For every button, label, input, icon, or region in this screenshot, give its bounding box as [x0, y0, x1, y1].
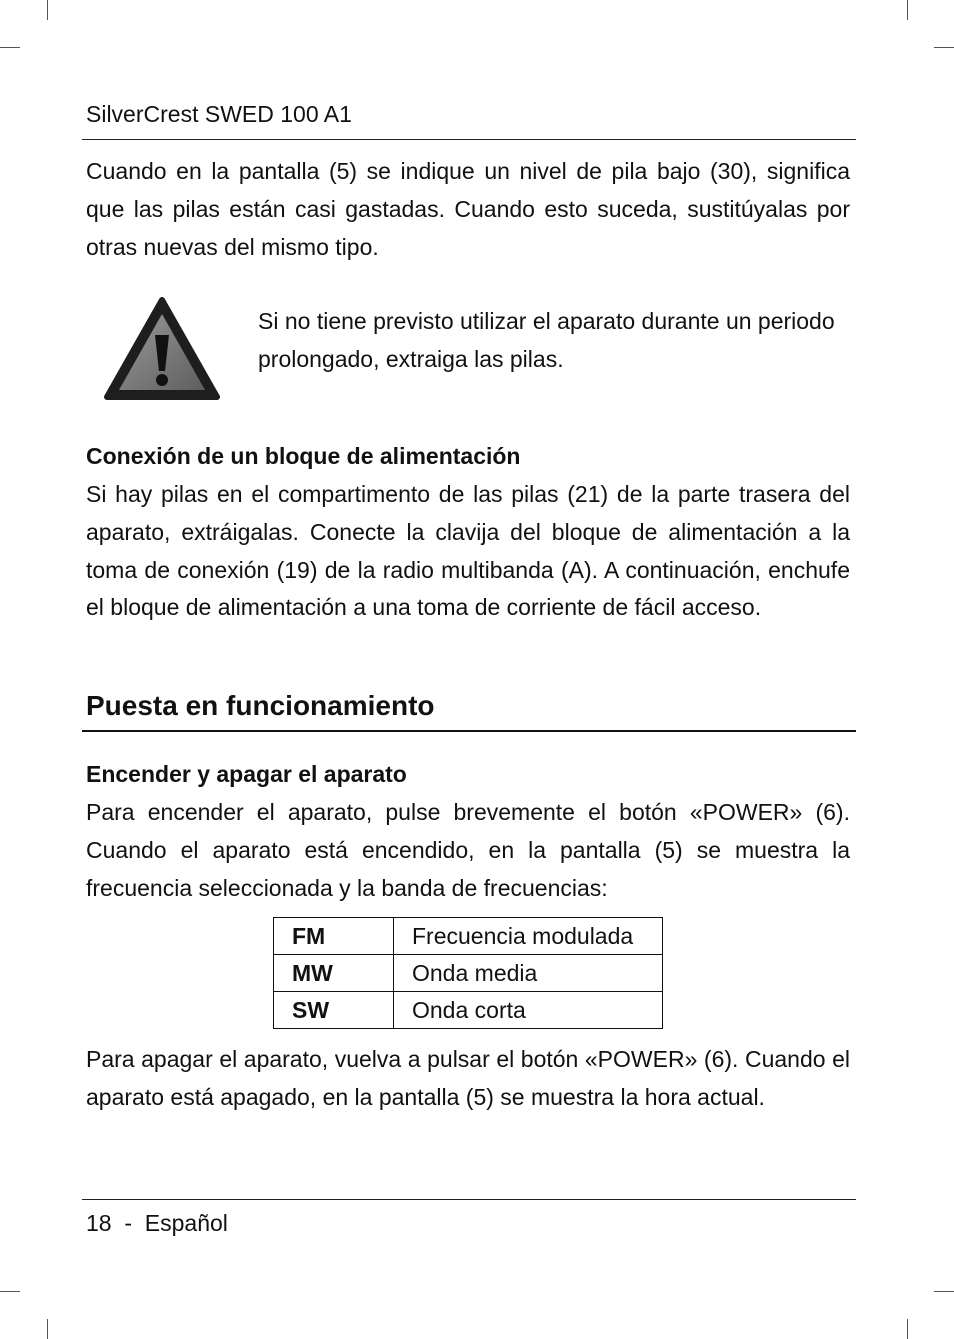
warning-icon: [104, 297, 220, 401]
frequency-band-table: [273, 917, 663, 1029]
band-code: FM: [274, 918, 394, 955]
crop-mark: [934, 1291, 954, 1292]
table-row: [274, 918, 663, 955]
power-adapter-paragraph: Si hay pilas en el compartimento de las pilas (21) de la parte trasera del aparato, extráigalas. Conecte la clavija del bloque de alimentación a la toma de conexión (19) de la radio multibanda (A). A continuación, enchufe el bloque de alimentación a una toma de corriente de fácil acceso.: [86, 481, 850, 621]
section-rule: [82, 730, 856, 732]
document-header: SilverCrest SWED 100 A1: [86, 101, 352, 127]
crop-mark: [47, 0, 48, 20]
crop-mark: [934, 47, 954, 48]
crop-mark: [0, 47, 20, 48]
crop-mark: [0, 1291, 20, 1292]
footer-rule: [82, 1199, 856, 1200]
band-name: Onda corta: [394, 992, 663, 1029]
power-on-paragraph: Para encender el aparato, pulse brevemente el botón «POWER» (6). Cuando el aparato está encendido, en la pantalla (5) se muestra la frecuencia seleccionada y la banda de frecuencias:: [86, 799, 850, 901]
warning-text: Si no tiene previsto utilizar el aparato durante un periodo prolongado, extraiga las pilas.: [258, 308, 835, 372]
power-off-paragraph: Para apagar el aparato, vuelva a pulsar el botón «POWER» (6). Cuando el aparato está apagado, en la pantalla (5) se muestra la hora actual.: [86, 1046, 850, 1110]
page-footer: 18 - Español: [86, 1210, 228, 1236]
battery-low-paragraph: Cuando en la pantalla (5) se indique un nivel de pila bajo (30), significa que las pilas están casi gastadas. Cuando esto suceda, sustitúyalas por otras nuevas del mismo tipo.: [86, 158, 850, 260]
crop-mark: [907, 1319, 908, 1339]
crop-mark: [47, 1319, 48, 1339]
band-code: SW: [274, 992, 394, 1029]
header-rule: [82, 139, 856, 140]
power-on-off-heading: Encender y apagar el aparato: [86, 761, 407, 787]
section-title: Puesta en funcionamiento: [86, 690, 435, 721]
power-adapter-heading: Conexión de un bloque de alimentación: [86, 443, 521, 469]
band-name: Frecuencia modulada: [394, 918, 663, 955]
table-row: [274, 955, 663, 992]
crop-mark: [907, 0, 908, 20]
table-row: [274, 992, 663, 1029]
band-name: Onda media: [394, 955, 663, 992]
band-code: MW: [274, 955, 394, 992]
